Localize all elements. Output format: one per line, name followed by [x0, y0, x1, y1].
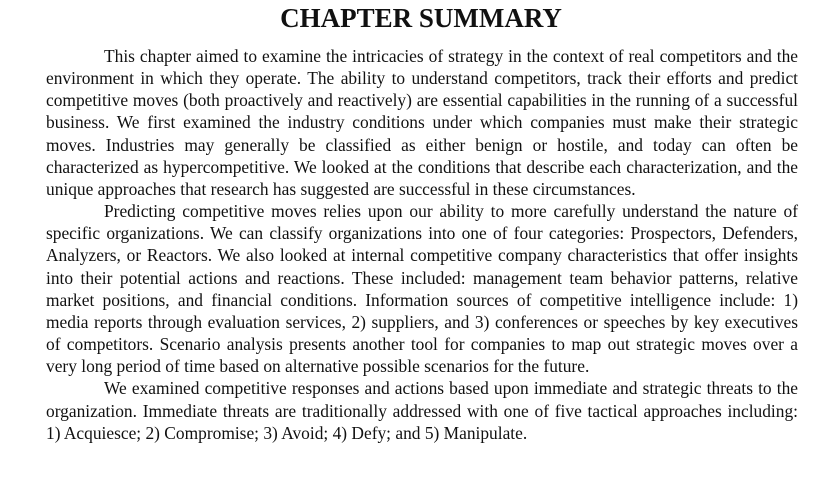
paragraph-2: Predicting competitive moves relies upon our ability to more carefully understand the nature of specific organizations. We can classify organizations into one of four categories: Prospectors, Defenders, Analyzers, or Reactors. We also looked at internal competitive company characteristics that offer insights into their potential actions and reactions. These included: management team behavior patterns, relative market positions, and financial conditions. Information sources of competitive intelligence include: 1) media reports through evaluation services, 2) suppliers, and 3) conferences or speeches by key executives of competitors. Scenario analysis presents another tool for companies to map out strategic moves over a very long period of time based on alternative possible scenarios for the future. — [46, 201, 798, 377]
paragraph-1: This chapter aimed to examine the intricacies of strategy in the context of real competitors and the environment in which they operate. The ability to understand competitors, track their efforts and predict competitive moves (both proactively and reactively) are essential capabilities in the running of a successful business. We first examined the industry conditions under which companies must make their strategic moves. Industries may generally be classified as either benign or hostile, and today can often be characterized as hypercompetitive. We looked at the conditions that describe each characterization, and the unique approaches that research has suggested are successful in these circumstances. — [46, 46, 798, 199]
chapter-summary-heading: CHAPTER SUMMARY — [280, 3, 562, 33]
summary-body — [46, 45, 798, 444]
paragraph-3: We examined competitive responses and actions based upon immediate and strategic threats to the organization. Immediate threats are traditionally addressed with one of five tactical approaches including: 1) Acquiesce; 2) Compromise; 3) Avoid; 4) Defy; and 5) Manipulate. — [46, 378, 798, 443]
